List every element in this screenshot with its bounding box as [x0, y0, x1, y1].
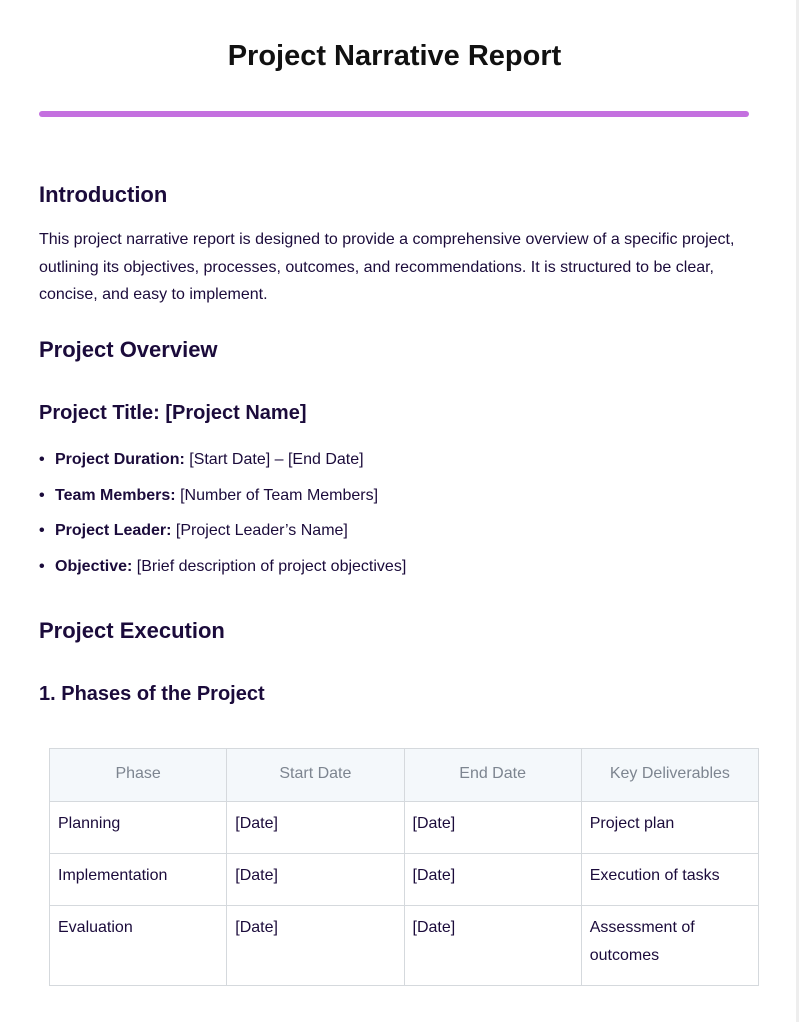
list-item: • Team Members: [Number of Team Members]: [39, 486, 379, 504]
list-item: • Objective: [Brief description of project objectives]: [39, 558, 407, 576]
project-title-heading: Project Title: [Project Name]: [39, 402, 307, 424]
phases-heading: 1. Phases of the Project: [39, 683, 265, 705]
table-cell: [Date]: [227, 854, 404, 906]
table-cell: Project plan: [581, 802, 758, 854]
table-cell: Planning: [50, 802, 227, 854]
table-cell: [Date]: [404, 854, 581, 906]
list-item: • Project Duration: [Start Date] – [End Date]: [39, 451, 364, 468]
table-header-row: [50, 749, 759, 802]
list-item-label: Team Members:: [55, 486, 176, 504]
table-cell: Assessment of outcomes: [581, 906, 758, 986]
list-item-label: Project Leader:: [55, 522, 172, 540]
table-row: [50, 906, 759, 986]
title-divider: [39, 111, 749, 117]
list-item-value: [Start Date] – [End Date]: [184, 451, 364, 468]
page-title: Project Narrative Report: [227, 40, 562, 72]
table-cell: [Date]: [404, 802, 581, 854]
column-header-end-date: End Date: [404, 749, 581, 802]
introduction-heading: Introduction: [39, 182, 168, 207]
phases-table: [49, 748, 759, 986]
list-item: • Project Leader: [Project Leader’s Name]: [39, 522, 348, 540]
table-cell: [Date]: [227, 906, 404, 986]
table-cell: Implementation: [50, 854, 227, 906]
column-header-phase: Phase: [50, 749, 227, 802]
table-row: [50, 802, 759, 854]
table-cell: Evaluation: [50, 906, 227, 986]
list-item-label: Objective:: [55, 558, 133, 576]
column-header-key-deliverables: Key Deliverables: [581, 749, 758, 802]
project-overview-heading: Project Overview: [39, 337, 218, 362]
table-cell: Execution of tasks: [581, 854, 758, 906]
table-row: [50, 854, 759, 906]
column-header-start-date: Start Date: [227, 749, 404, 802]
table-cell: [Date]: [404, 906, 581, 986]
introduction-paragraph: This project narrative report is designed to provide a comprehensive overview of a specific project, outlining its objectives, processes, outcomes, and recommendations. It is structured to be clear, concise, and easy to implement.: [39, 231, 735, 303]
list-item-value: [Project Leader’s Name]: [171, 522, 348, 540]
list-item-label: Project Duration:: [55, 451, 185, 468]
list-item-value: [Number of Team Members]: [175, 486, 379, 504]
list-item-value: [Brief description of project objectives]: [132, 558, 407, 576]
project-execution-heading: Project Execution: [39, 618, 225, 643]
table-cell: [Date]: [227, 802, 404, 854]
project-details-list: [39, 449, 406, 592]
